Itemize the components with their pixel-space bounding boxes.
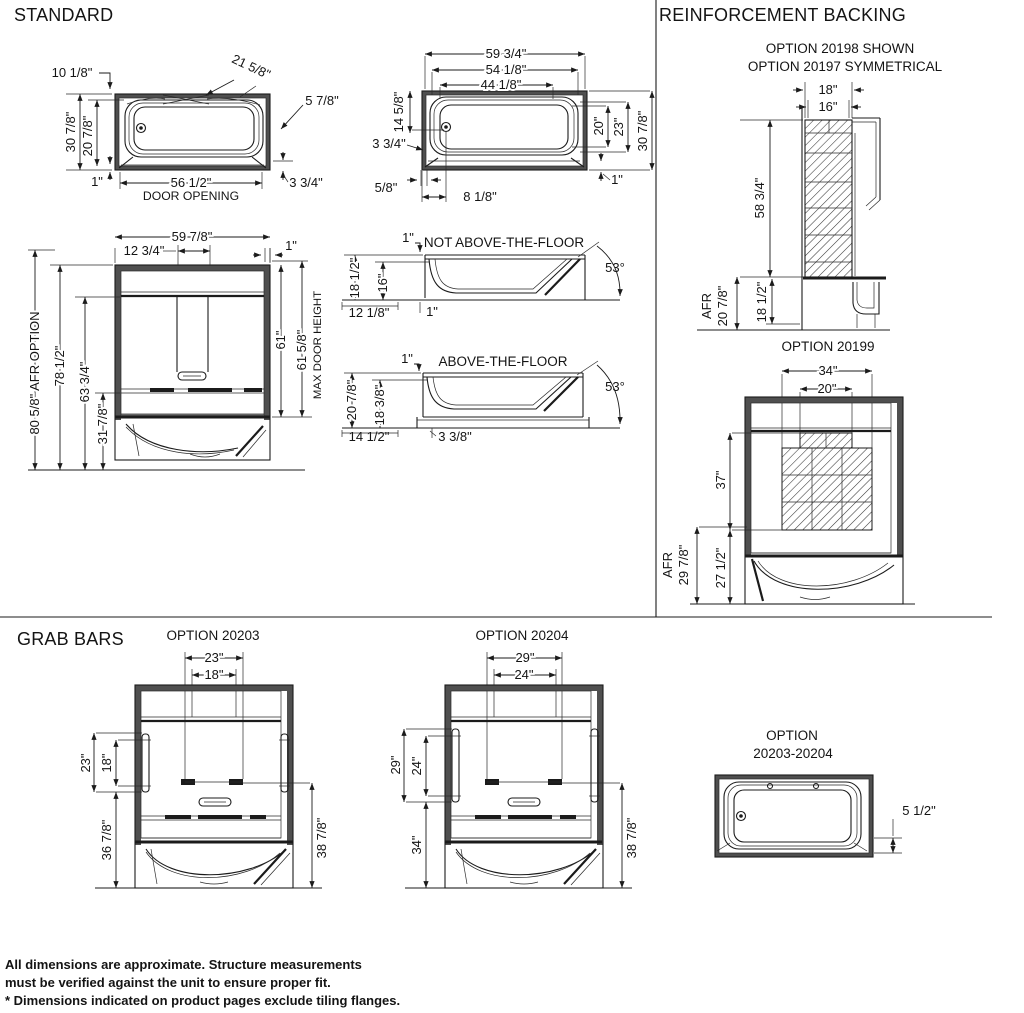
dim-label: 21 5/8": [229, 51, 273, 82]
dim-label: 1": [611, 172, 623, 187]
dim-label: 23": [78, 753, 93, 773]
dim-label: 18": [204, 667, 224, 682]
dim-label: 24": [409, 756, 424, 776]
dim-label: 5/8": [374, 180, 398, 195]
angle-label: 53°: [605, 379, 625, 394]
dim-label: 30 7/8": [63, 111, 78, 153]
dim-label: 78 1/2": [52, 345, 67, 387]
dim-label: 20 7/8": [344, 379, 359, 421]
grab-bars-plan-diagram: [715, 728, 936, 857]
dim-label: 12 1/8": [348, 305, 390, 320]
dim-label: 27 1/2": [713, 547, 728, 589]
dim-label: 1": [285, 238, 297, 253]
dim-label: 5 7/8": [305, 93, 339, 108]
dim-label: 14 1/2": [348, 429, 390, 444]
dim-label: 10 1/8": [51, 65, 93, 80]
not-above-floor-diagram: [342, 230, 625, 320]
dim-label: 31 7/8": [95, 403, 110, 445]
dim-label: 30 7/8": [635, 110, 650, 152]
diagram-title: OPTION: [766, 728, 818, 743]
dim-label: 58 3/4": [752, 177, 767, 219]
dim-label: 59 7/8": [171, 229, 213, 244]
dim-label: 18 1/2": [347, 257, 362, 299]
dim-label: 3 3/4": [289, 175, 323, 190]
afr-label: AFR: [699, 293, 714, 319]
door-opening-label: DOOR OPENING: [142, 189, 240, 203]
dim-label: 8 1/8": [463, 189, 497, 204]
footer-line: All dimensions are approximate. Structure measurements: [5, 957, 362, 972]
angle-label: 53°: [605, 260, 625, 275]
dim-label: 1": [426, 304, 438, 319]
afr-label: AFR: [660, 552, 675, 578]
diagram-title: 20203-20204: [753, 746, 833, 761]
dim-label: 29": [388, 755, 403, 775]
dim-label: 61 5/8": [294, 329, 309, 371]
dim-label: 38 7/8": [624, 817, 639, 859]
dim-label: 1": [401, 351, 413, 366]
dim-label: 20 7/8": [715, 285, 730, 327]
dim-label: 54 1/8": [485, 62, 527, 77]
dim-label: 20 7/8": [80, 115, 95, 157]
footer-line: * Dimensions indicated on product pages exclude tiling flanges.: [5, 993, 401, 1008]
dim-label: 3 3/4": [372, 136, 406, 151]
dim-label: 14 5/8": [391, 91, 406, 133]
dim-label: 1": [91, 174, 103, 189]
reinforcement-heading: REINFORCEMENT BACKING: [659, 5, 906, 25]
caption: OPTION 20198 SHOWN: [765, 41, 915, 56]
dim-label: 5 1/2": [902, 803, 936, 818]
dim-label: 12 3/4": [123, 243, 165, 258]
diagram-title: OPTION 20199: [781, 339, 875, 354]
caption: OPTION 20197 SYMMETRICAL: [747, 59, 943, 74]
reinforcement-front-diagram: [660, 339, 915, 604]
standard-front-diagram: [27, 229, 324, 470]
dim-label: 44 1/8": [480, 77, 522, 92]
standard-plan-tub-diagram: [372, 46, 652, 204]
standard-heading: STANDARD: [14, 5, 114, 25]
grab-bars-heading: GRAB BARS: [17, 629, 124, 649]
grab-bar-left: [452, 729, 459, 802]
dim-label: 3 3/8": [438, 429, 472, 444]
dim-label: 59 3/4": [485, 46, 527, 61]
above-floor-diagram: [342, 351, 625, 444]
dim-label: 16": [375, 273, 390, 293]
diagram-title: NOT ABOVE-THE-FLOOR: [423, 235, 585, 250]
dim-label: 23": [204, 650, 224, 665]
dim-label: 38 7/8": [314, 817, 329, 859]
dim-label: MAX DOOR HEIGHT: [312, 290, 324, 400]
grab-bar-left: [142, 734, 149, 792]
dim-label: 36 7/8": [99, 819, 114, 861]
dim-label: 18 1/2": [754, 281, 769, 323]
footer-line: must be verified against the unit to ensure proper fit.: [5, 975, 331, 990]
dim-label: 20": [591, 116, 606, 136]
footer-notes: [5, 957, 400, 1008]
diagram-title: ABOVE-THE-FLOOR: [438, 354, 568, 369]
dim-label: 20": [817, 381, 837, 396]
dim-label: 16": [818, 99, 838, 114]
diagram-title: OPTION 20204: [475, 628, 569, 643]
dim-label: 24": [514, 667, 534, 682]
grab-bar-mount-dot: [768, 784, 773, 789]
dim-label: 34": [818, 363, 838, 378]
dim-label: 23": [611, 117, 626, 137]
backing-panel-hatch: [805, 120, 852, 277]
dim-label: 37": [713, 470, 728, 490]
dim-label: 56 1/2": [170, 175, 212, 190]
dim-label: 18": [99, 753, 114, 773]
dim-label: 61": [273, 330, 288, 350]
dim-label: 18 3/8": [372, 384, 387, 426]
grab-bars-20204-diagram: [388, 628, 639, 888]
grab-bar-mount-dot: [814, 784, 819, 789]
dim-label: 29": [515, 650, 535, 665]
grab-bar-right: [591, 729, 598, 802]
grab-bars-20203-diagram: [78, 628, 329, 888]
dim-label: 34": [409, 835, 424, 855]
dim-label: 1": [402, 230, 414, 245]
dim-label: 18": [818, 82, 838, 97]
dim-label: 29 7/8": [676, 544, 691, 586]
reinforcement-side-diagram: [697, 41, 943, 330]
dim-label: 80 5/8" AFR OPTION: [27, 311, 42, 435]
standard-plan-door-diagram: [52, 51, 340, 203]
diagram-title: OPTION 20203: [166, 628, 260, 643]
dim-label: 63 3/4": [77, 361, 92, 403]
backing-hatch-lower: [782, 448, 872, 530]
